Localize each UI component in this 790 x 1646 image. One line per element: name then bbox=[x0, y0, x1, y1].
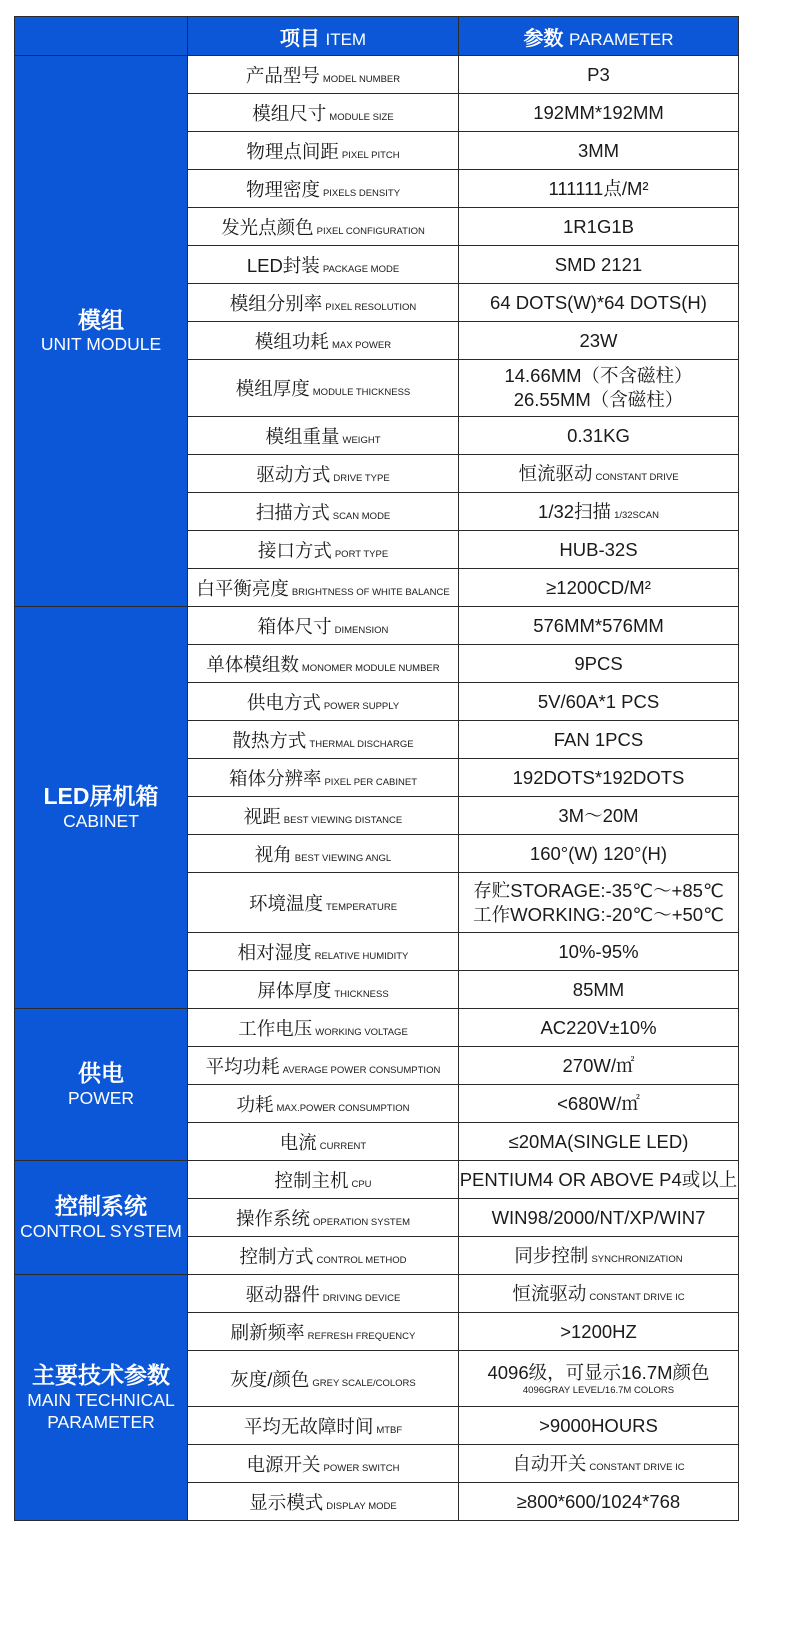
value-text: FAN 1PCS bbox=[553, 728, 644, 750]
item-sub: DIMENSION bbox=[334, 624, 389, 636]
value-cell bbox=[459, 645, 739, 683]
group-title-zh: 模组 bbox=[78, 306, 124, 333]
item-label: 物理密度 bbox=[245, 178, 320, 200]
item-label: 平均无故障时间 bbox=[243, 1415, 374, 1437]
item-cell bbox=[188, 1047, 459, 1085]
value-text: 9PCS bbox=[574, 652, 623, 674]
value-text: 1/32扫描 bbox=[538, 500, 612, 522]
value-small: 4096GRAY LEVEL/16.7M COLORS bbox=[522, 1384, 675, 1396]
group-title-zh: 主要技术参数 bbox=[32, 1362, 170, 1389]
item-sub: THICKNESS bbox=[334, 988, 389, 1000]
value-cell bbox=[459, 1351, 739, 1407]
item-label: 控制方式 bbox=[239, 1245, 314, 1267]
item-cell bbox=[188, 1445, 459, 1483]
item-cell bbox=[188, 1123, 459, 1161]
item-label: 发光点颜色 bbox=[221, 216, 314, 238]
item-sub: CONTROL METHOD bbox=[316, 1254, 407, 1266]
value-cell bbox=[459, 284, 739, 322]
item-label: 视距 bbox=[243, 805, 281, 827]
spec-table bbox=[14, 16, 739, 1521]
item-sub: POWER SWITCH bbox=[323, 1462, 400, 1474]
item-cell bbox=[188, 1237, 459, 1275]
value-cell bbox=[459, 132, 739, 170]
value-text: 64 DOTS(W)*64 DOTS(H) bbox=[490, 291, 707, 313]
item-cell bbox=[188, 835, 459, 873]
item-cell bbox=[188, 1085, 459, 1123]
item-cell bbox=[188, 170, 459, 208]
value-sub: CONSTANT DRIVE bbox=[595, 471, 679, 483]
item-sub: DISPLAY MODE bbox=[326, 1500, 397, 1512]
item-label: 模组尺寸 bbox=[252, 102, 327, 124]
value-text: 同步控制 bbox=[514, 1244, 589, 1266]
header-item-zh: 项目 bbox=[279, 27, 320, 50]
group-power bbox=[15, 1009, 188, 1161]
item-label: 刷新频率 bbox=[230, 1321, 305, 1343]
item-sub: BEST VIEWING DISTANCE bbox=[283, 814, 403, 826]
item-sub: PIXEL CONFIGURATION bbox=[316, 225, 425, 237]
value-text: <680W/㎡ bbox=[557, 1092, 640, 1114]
item-sub: RELATIVE HUMIDITY bbox=[314, 950, 409, 962]
item-sub: MTBF bbox=[376, 1424, 403, 1436]
value-cell bbox=[459, 56, 739, 94]
item-sub: PIXELS DENSITY bbox=[322, 187, 401, 199]
value-cell bbox=[459, 1047, 739, 1085]
value-text: 10%-95% bbox=[558, 940, 639, 962]
item-cell bbox=[188, 208, 459, 246]
table-row bbox=[15, 1275, 739, 1313]
item-sub: PORT TYPE bbox=[334, 548, 389, 560]
item-label: 屏体厚度 bbox=[257, 979, 332, 1001]
item-label: 扫描方式 bbox=[255, 501, 330, 523]
item-cell bbox=[188, 683, 459, 721]
table-row bbox=[15, 1009, 739, 1047]
value-cell bbox=[459, 759, 739, 797]
header-item-en: ITEM bbox=[325, 29, 367, 49]
item-sub: PACKAGE MODE bbox=[322, 263, 400, 275]
table-row bbox=[15, 607, 739, 645]
value-cell bbox=[459, 322, 739, 360]
value-cell bbox=[459, 360, 739, 417]
header-param-zh: 参数 bbox=[523, 27, 564, 50]
item-sub: PIXEL RESOLUTION bbox=[325, 301, 417, 313]
item-cell bbox=[188, 721, 459, 759]
item-sub: AVERAGE POWER CONSUMPTION bbox=[282, 1064, 441, 1076]
item-cell bbox=[188, 1407, 459, 1445]
item-cell bbox=[188, 569, 459, 607]
value-text: 3MM bbox=[577, 139, 620, 161]
item-cell bbox=[188, 645, 459, 683]
item-cell bbox=[188, 759, 459, 797]
item-label: 功耗 bbox=[236, 1093, 274, 1115]
value-text: 85MM bbox=[572, 978, 625, 1000]
item-cell bbox=[188, 531, 459, 569]
value-text: AC220V±10% bbox=[540, 1016, 657, 1038]
item-sub: THERMAL DISCHARGE bbox=[309, 738, 414, 750]
item-sub: MAX POWER bbox=[331, 339, 392, 351]
item-cell bbox=[188, 971, 459, 1009]
value-text: P3 bbox=[587, 63, 610, 85]
item-cell bbox=[188, 455, 459, 493]
item-sub: CURRENT bbox=[319, 1140, 367, 1152]
item-label: 平均功耗 bbox=[205, 1055, 280, 1077]
item-sub: WORKING VOLTAGE bbox=[315, 1026, 408, 1038]
value-cell bbox=[459, 94, 739, 132]
item-label: 模组功耗 bbox=[254, 330, 329, 352]
item-label: 接口方式 bbox=[257, 539, 332, 561]
item-label: 电流 bbox=[279, 1131, 317, 1153]
item-cell bbox=[188, 360, 459, 417]
item-cell bbox=[188, 797, 459, 835]
item-sub: PIXEL PER CABINET bbox=[324, 776, 418, 788]
value-text: PENTIUM4 OR ABOVE P4或以上 bbox=[459, 1168, 738, 1190]
item-label: 控制主机 bbox=[274, 1169, 349, 1191]
value-text: 1R1G1B bbox=[563, 215, 634, 237]
value-cell bbox=[459, 933, 739, 971]
value-text: 恒流驱动 bbox=[518, 462, 593, 484]
value-text: ≥800*600/1024*768 bbox=[516, 1490, 681, 1512]
item-sub: TEMPERATURE bbox=[325, 901, 398, 913]
item-cell bbox=[188, 607, 459, 645]
item-sub: DRIVE TYPE bbox=[333, 472, 390, 484]
item-cell bbox=[188, 1313, 459, 1351]
value-text-line2: 26.55MM（含磁柱） bbox=[513, 389, 684, 410]
item-sub: BRIGHTNESS OF WHITE BALANCE bbox=[291, 586, 450, 598]
value-text: 3M～20M bbox=[558, 804, 639, 826]
item-cell bbox=[188, 94, 459, 132]
value-text: HUB-32S bbox=[559, 538, 638, 560]
value-cell bbox=[459, 683, 739, 721]
value-sub: CONSTANT DRIVE IC bbox=[589, 1291, 685, 1303]
value-text: 192DOTS*192DOTS bbox=[512, 766, 685, 788]
value-sub: SYNCHRONIZATION bbox=[591, 1253, 683, 1265]
value-text: 111111点/M² bbox=[548, 177, 649, 199]
value-text: 5V/60A*1 PCS bbox=[537, 690, 660, 712]
item-sub: REFRESH FREQUENCY bbox=[307, 1330, 416, 1342]
value-cell bbox=[459, 208, 739, 246]
item-sub: MONOMER MODULE NUMBER bbox=[301, 662, 440, 674]
item-cell bbox=[188, 322, 459, 360]
item-label: 显示模式 bbox=[249, 1491, 324, 1513]
value-text: 存贮STORAGE:-35℃～+85℃ bbox=[473, 879, 724, 901]
group-title-zh: LED屏机箱 bbox=[43, 783, 159, 810]
item-label: 供电方式 bbox=[246, 691, 321, 713]
item-label: 散热方式 bbox=[232, 729, 307, 751]
value-text: SMD 2121 bbox=[554, 253, 643, 275]
item-label: 驱动器件 bbox=[245, 1283, 320, 1305]
item-sub: BEST VIEWING ANGL bbox=[294, 852, 392, 864]
item-sub: PIXEL PITCH bbox=[341, 149, 400, 161]
item-label: 白平衡亮度 bbox=[196, 577, 289, 599]
group-main-technical-parameter bbox=[15, 1275, 188, 1521]
group-title-en: CONTROL SYSTEM bbox=[20, 1220, 182, 1241]
item-sub: MODULE THICKNESS bbox=[312, 387, 411, 398]
value-text: 14.66MM（不含磁柱） bbox=[504, 365, 693, 387]
group-title-zh: 供电 bbox=[78, 1060, 124, 1087]
item-label: 工作电压 bbox=[238, 1017, 313, 1039]
item-cell bbox=[188, 1009, 459, 1047]
item-sub: SCAN MODE bbox=[332, 510, 391, 522]
value-cell bbox=[459, 835, 739, 873]
item-label: 操作系统 bbox=[236, 1207, 311, 1229]
value-cell bbox=[459, 569, 739, 607]
value-cell bbox=[459, 1275, 739, 1313]
item-sub: MODEL NUMBER bbox=[322, 73, 401, 85]
group-title-zh: 控制系统 bbox=[55, 1193, 147, 1220]
item-sub: GREY SCALE/COLORS bbox=[312, 1377, 416, 1389]
value-cell bbox=[459, 1445, 739, 1483]
value-cell bbox=[459, 455, 739, 493]
value-cell bbox=[459, 1199, 739, 1237]
item-label: 模组重量 bbox=[265, 425, 340, 447]
item-label: 箱体分辨率 bbox=[228, 767, 322, 789]
item-label: 模组厚度 bbox=[235, 378, 310, 399]
group-title-en: POWER bbox=[67, 1087, 135, 1108]
item-label: 环境温度 bbox=[248, 892, 323, 914]
value-cell bbox=[459, 873, 739, 933]
value-cell bbox=[459, 1407, 739, 1445]
item-sub: DRIVING DEVICE bbox=[322, 1292, 401, 1304]
value-text: 192MM*192MM bbox=[533, 101, 664, 123]
value-text: 4096级，可显示16.7M颜色 bbox=[487, 1361, 710, 1383]
value-cell bbox=[459, 797, 739, 835]
value-cell bbox=[459, 1161, 739, 1199]
item-sub: MODULE SIZE bbox=[329, 111, 394, 123]
value-cell bbox=[459, 1313, 739, 1351]
item-sub: MAX.POWER CONSUMPTION bbox=[276, 1102, 410, 1114]
value-cell bbox=[459, 246, 739, 284]
value-text: 恒流驱动 bbox=[512, 1282, 587, 1304]
value-text: 576MM*576MM bbox=[533, 614, 664, 636]
group-cabinet bbox=[15, 607, 188, 1009]
item-label: 单体模组数 bbox=[206, 653, 299, 675]
item-label: 箱体尺寸 bbox=[257, 615, 332, 637]
header-param-en: PARAMETER bbox=[569, 29, 674, 49]
value-cell bbox=[459, 417, 739, 455]
value-text: ≤20MA(SINGLE LED) bbox=[508, 1130, 689, 1152]
value-cell bbox=[459, 1483, 739, 1521]
table-row bbox=[15, 56, 739, 94]
value-cell bbox=[459, 1009, 739, 1047]
item-label: 物理点间距 bbox=[246, 140, 339, 162]
item-cell bbox=[188, 873, 459, 933]
value-cell bbox=[459, 1085, 739, 1123]
item-label: 灰度/颜色 bbox=[230, 1368, 310, 1390]
value-text: 自动开关 bbox=[512, 1452, 587, 1474]
item-cell bbox=[188, 1483, 459, 1521]
value-sub: CONSTANT DRIVE IC bbox=[589, 1461, 685, 1473]
value-sub: 1/32SCAN bbox=[614, 509, 659, 521]
header-row bbox=[15, 17, 739, 56]
item-cell bbox=[188, 284, 459, 322]
value-cell bbox=[459, 1123, 739, 1161]
value-text: >9000HOURS bbox=[539, 1414, 658, 1436]
value-text: 0.31KG bbox=[567, 424, 630, 446]
group-control-system bbox=[15, 1161, 188, 1275]
item-label: 视角 bbox=[254, 843, 292, 865]
value-cell bbox=[459, 1237, 739, 1275]
item-cell bbox=[188, 1275, 459, 1313]
group-title-en: CABINET bbox=[63, 810, 139, 831]
item-label: 电源开关 bbox=[246, 1453, 321, 1475]
item-label: 模组分别率 bbox=[229, 292, 323, 314]
value-cell bbox=[459, 170, 739, 208]
value-text: 23W bbox=[579, 329, 618, 351]
item-label: 产品型号 bbox=[245, 64, 320, 86]
item-label: LED封装 bbox=[246, 254, 320, 276]
header-item bbox=[188, 17, 459, 56]
value-cell bbox=[459, 531, 739, 569]
item-label: 相对湿度 bbox=[237, 941, 312, 963]
value-text: 270W/㎡ bbox=[562, 1054, 635, 1076]
value-cell bbox=[459, 721, 739, 759]
item-cell bbox=[188, 56, 459, 94]
value-cell bbox=[459, 971, 739, 1009]
item-cell bbox=[188, 1161, 459, 1199]
value-text: ≥1200CD/M² bbox=[546, 576, 651, 598]
value-text-line2: 工作WORKING:-20℃～+50℃ bbox=[473, 903, 724, 925]
item-cell bbox=[188, 1199, 459, 1237]
item-sub: WEIGHT bbox=[342, 434, 381, 446]
item-label: 驱动方式 bbox=[256, 463, 331, 485]
header-parameter bbox=[459, 17, 739, 56]
item-sub: OPERATION SYSTEM bbox=[313, 1216, 410, 1228]
value-text: WIN98/2000/NT/XP/WIN7 bbox=[491, 1206, 706, 1228]
group-unit-module bbox=[15, 56, 188, 607]
item-sub: CPU bbox=[351, 1178, 372, 1190]
item-cell bbox=[188, 417, 459, 455]
item-cell bbox=[188, 493, 459, 531]
item-cell bbox=[188, 1351, 459, 1407]
item-cell bbox=[188, 933, 459, 971]
item-cell bbox=[188, 246, 459, 284]
table-row bbox=[15, 1161, 739, 1199]
group-title-en: MAIN TECHNICAL PARAMETER bbox=[27, 1390, 175, 1432]
value-text: 160°(W) 120°(H) bbox=[529, 842, 668, 864]
value-cell bbox=[459, 493, 739, 531]
value-cell bbox=[459, 607, 739, 645]
item-cell bbox=[188, 132, 459, 170]
group-title-en: UNIT MODULE bbox=[40, 334, 162, 355]
item-sub: POWER SUPPLY bbox=[323, 700, 400, 712]
value-text: >1200HZ bbox=[560, 1320, 637, 1342]
header-corner bbox=[15, 17, 188, 56]
